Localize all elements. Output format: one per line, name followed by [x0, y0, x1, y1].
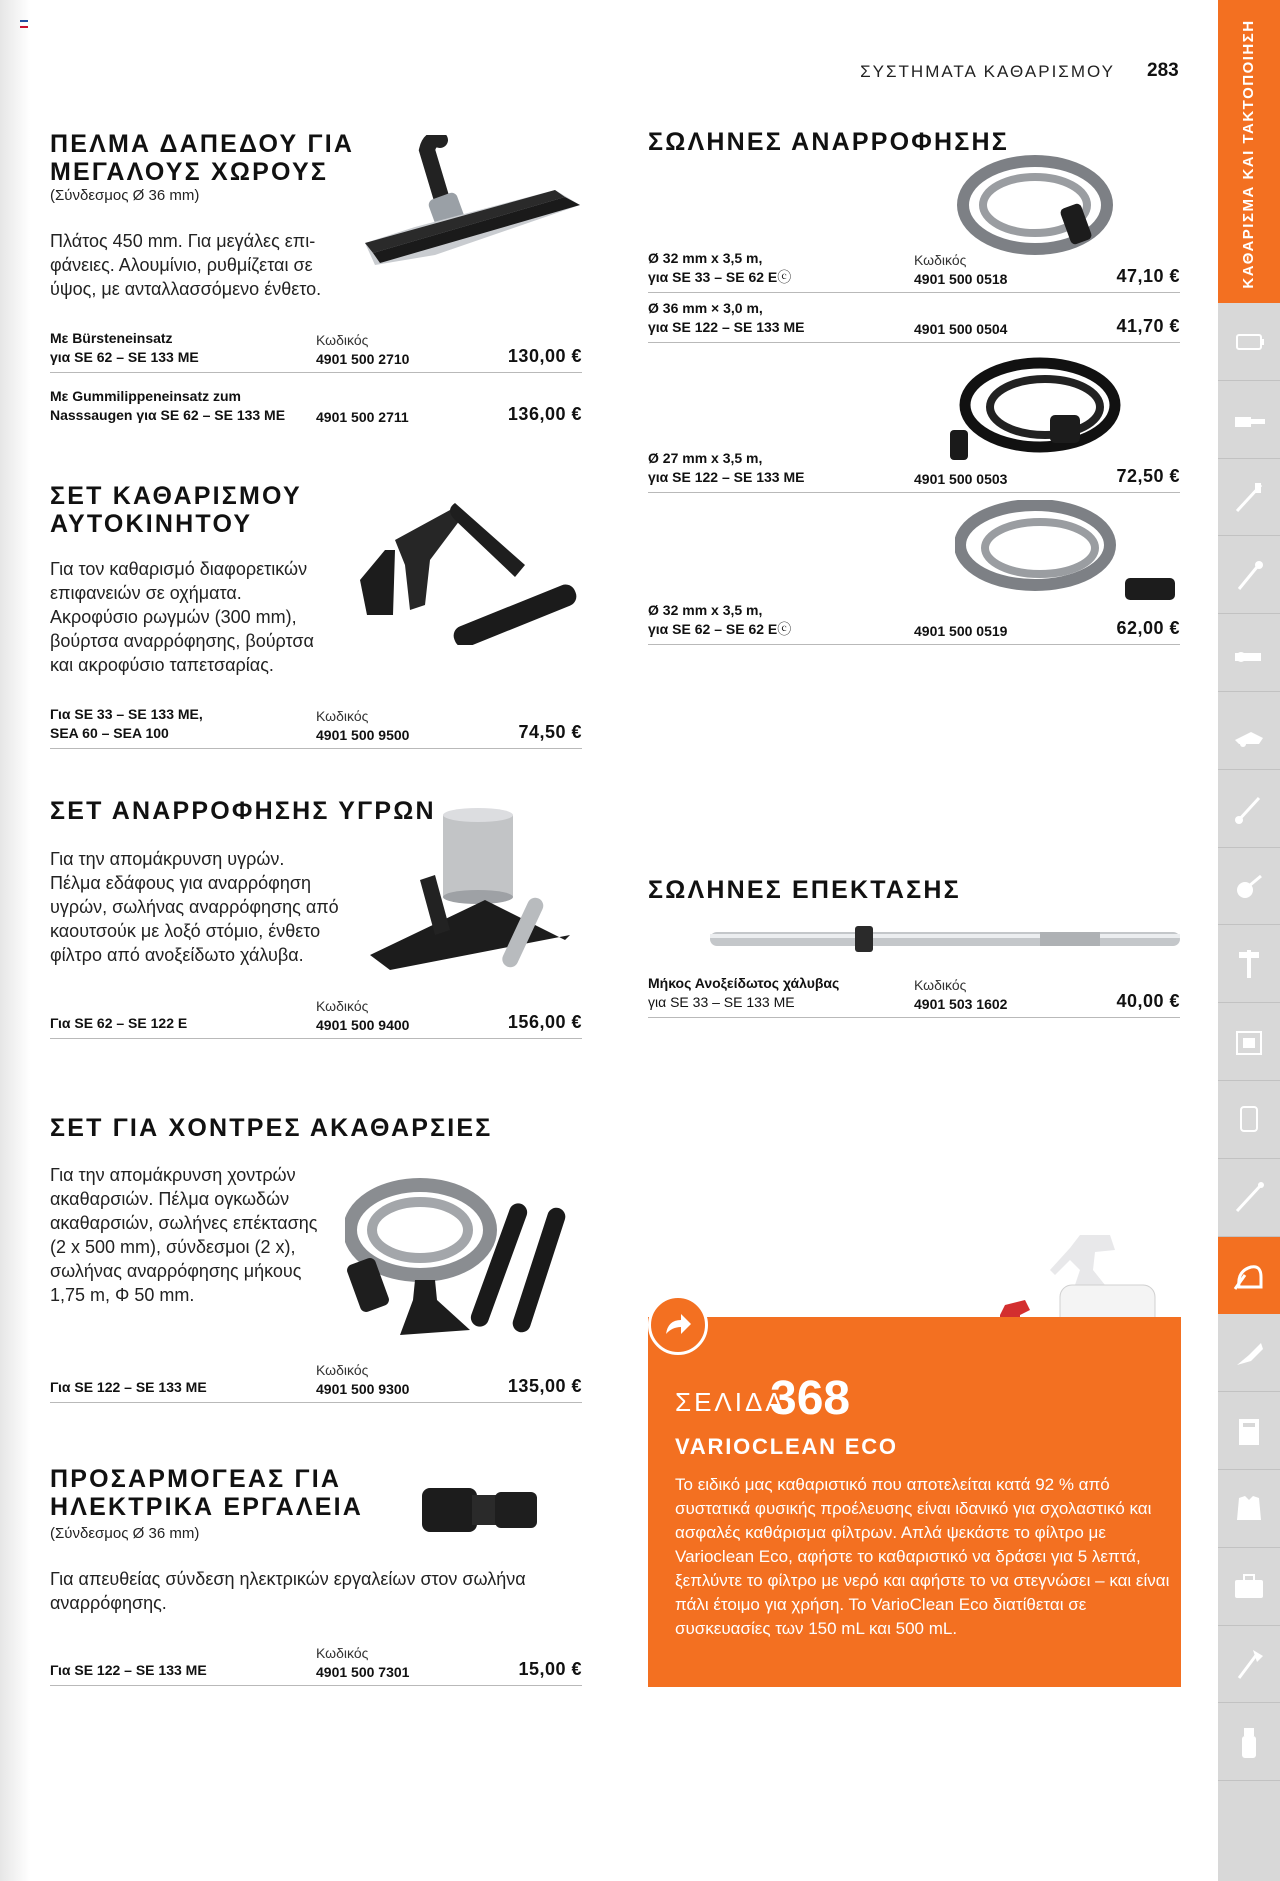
toolbox-icon — [1231, 1568, 1267, 1604]
extension-title: ΣΩΛΗΝΕΣ ΕΠΕΚΤΑΣΗΣ — [648, 876, 961, 904]
product-code: 4901 500 2711 — [316, 409, 409, 425]
page-number: 283 — [1147, 60, 1179, 81]
coarse-kit-title: ΣΕΤ ΓΙΑ ΧΟΝΤΡΕΣ ΑΚΑΘΑΡΣΙΕΣ — [50, 1114, 493, 1142]
promo-box — [648, 1317, 1181, 1687]
flag-icon — [20, 20, 28, 27]
code-header: Κωδικός — [316, 332, 369, 348]
promo-text: Το ειδικό μας καθαριστικό που αποτελείται κατά 92 % από συστατικά φυσικής προέλευσης είναι ιδανικό για σχολαστικό και ασφαλές καθάρισμα φίλτρων. Απλά ψεκάστε το φίλτρο με Varioclean Eco, αφήστε το καθαριστικό να δράσει για 5 λεπτά, ξεπλύντε το φίλτρο με νερό και αφήστε το να στεγνώσει – και είναι πάλι έτοιμο για χρήση. Το VarioClean Eco διατίθεται σε συσκευασίες των 150 mL και 500 mL. — [675, 1475, 1170, 1638]
table-row — [50, 1643, 582, 1686]
product-price: 41,70 € — [1116, 316, 1180, 336]
product-price: 15,00 € — [518, 1659, 582, 1679]
product-code: 4901 500 0504 — [914, 321, 1008, 337]
floor-nozzle-description: Πλάτος 450 mm. Για μεγάλες επι- φάνειες. Αλουμίνιο, ρυθμίζεται σε ύψος, με ανταλλασσόμενο ένθετο. — [50, 231, 322, 299]
product-code: 4901 500 9400 — [316, 1017, 410, 1033]
saw-icon — [1231, 635, 1267, 671]
tiller-icon — [1231, 868, 1267, 904]
sidebar-item-vacuum-cleaner[interactable] — [1218, 1237, 1280, 1315]
wet-kit-image — [365, 805, 580, 980]
product-price: 130,00 € — [507, 346, 582, 366]
certification-mark: ⓒ — [777, 621, 792, 637]
spray-bottle-icon — [1231, 1724, 1267, 1760]
arrow-right-icon[interactable] — [648, 1295, 708, 1355]
code-header: Κωδικός — [914, 252, 967, 268]
product-price: 72,50 € — [1116, 466, 1180, 486]
promo-title: VARIOCLEAN ECO — [675, 1434, 898, 1459]
code-header: Κωδικός — [914, 977, 967, 993]
table-row: Ø 36 mm × 3,0 m, για SE 122 – SE 133 ME 4901 500 0504 41,70 € — [648, 300, 1180, 343]
sidebar-item-pole-tool[interactable] — [1218, 1159, 1280, 1237]
brushcutter-icon — [1231, 557, 1267, 593]
sidebar-item-jacket[interactable] — [1218, 1470, 1280, 1548]
product-code: 4901 500 2710 — [316, 351, 410, 367]
table-row: Για SE 33 – SE 133 ME, SEA 60 – SEA 100 Κωδικός 4901 500 9500 74,50 € — [50, 706, 582, 749]
blower-icon — [1231, 1335, 1267, 1371]
product-code: 4901 500 9300 — [316, 1381, 410, 1397]
certification-mark: ⓒ — [777, 269, 792, 285]
sidebar-item-shredder[interactable] — [1218, 1003, 1280, 1081]
product-price: 135,00 € — [507, 1376, 582, 1396]
pole-tool-icon — [1231, 1179, 1267, 1215]
car-kit-title: ΣΕΤ ΚΑΘΑΡΙΣΜΟΥ ΑΥΤΟΚΙΝΗΤΟΥ — [50, 482, 302, 538]
sidebar-item-blower[interactable] — [1218, 1314, 1280, 1392]
table-row: Μήκος Ανοξείδωτος χάλυβας για SE 33 – SE 133 ME Κωδικός 4901 503 1602 40,00 € — [648, 975, 1180, 1018]
product-price: 62,00 € — [1116, 618, 1180, 638]
table-row: Με Bürsteneinsatz για SE 62 – SE 133 ME Κωδικός 4901 500 2710 130,00 € — [50, 330, 582, 373]
promo-page-number[interactable]: 368 — [770, 1372, 851, 1425]
product-price: 74,50 € — [518, 722, 582, 742]
vacuum-cleaner-icon — [1231, 1257, 1267, 1293]
auger-icon — [1231, 946, 1267, 982]
wet-kit-title: ΣΕΤ ΑΝΑΡΡΟΦΗΣΗΣ ΥΓΡΩΝ — [50, 797, 436, 825]
sidebar-item-sprayer[interactable] — [1218, 1081, 1280, 1159]
sidebar-item-saw[interactable] — [1218, 614, 1280, 692]
sidebar-item-battery[interactable] — [1218, 303, 1280, 381]
sidebar-item-lawnmower[interactable] — [1218, 692, 1280, 770]
product-code: 4901 500 0518 — [914, 271, 1008, 287]
product-code: 4901 500 0503 — [914, 471, 1008, 487]
sidebar-item-brushcutter[interactable] — [1218, 536, 1280, 614]
wet-kit-description: Για την απομάκρυνση υγρών. Πέλμα εδάφους για αναρρόφηση υγρών, σωλήνας αναρρόφησης από καουτσούκ με λοξό στόμιο, ένθετο φίλτρο από ανοξείδωτο χάλυβα. — [50, 849, 339, 965]
chainsaw-icon — [1231, 401, 1267, 437]
product-code: 4901 500 7301 — [316, 1664, 410, 1680]
hoses-title: ΣΩΛΗΝΕΣ ΑΝΑΡΡΟΦΗΣΗΣ — [648, 128, 1009, 156]
table-row: Ø 32 mm x 3,5 m, για SE 33 – SE 62 Eⓒ Κωδικός 4901 500 0518 47,10 € — [648, 250, 1180, 293]
table-row — [50, 996, 582, 1039]
sidebar-item-axe[interactable] — [1218, 1626, 1280, 1704]
sidebar-item-toolbox[interactable] — [1218, 1548, 1280, 1626]
trimmer-icon — [1231, 790, 1267, 826]
axe-icon — [1231, 1646, 1267, 1682]
adapter-image — [420, 1480, 540, 1540]
adapter-subtitle: (Σύνδεσμος Ø 36 mm) — [50, 1525, 200, 1542]
hose-image-1 — [955, 150, 1125, 260]
table-row: Με Gummilippeneinsatz zum Nasssaugen για SE 62 – SE 133 ME 4901 500 2711 136,00 € — [50, 388, 582, 425]
car-kit-image — [355, 495, 580, 645]
sidebar-item-workwear[interactable] — [1218, 1392, 1280, 1470]
sidebar-item-hedge-trimmer[interactable] — [1218, 459, 1280, 537]
table-row: Ø 27 mm x 3,5 m, για SE 122 – SE 133 ME 4901 500 0503 72,50 € — [648, 450, 1180, 493]
adapter-description: Για απευθείας σύνδεση ηλεκτρικών εργαλείων στον σωλήνα αναρρόφησης. — [50, 1569, 526, 1613]
adapter-title: ΠΡΟΣΑΡΜΟΓΕΑΣ ΓΙΑ ΗΛΕΚΤΡΙΚΑ ΕΡΓΑΛΕΙΑ — [50, 1465, 364, 1521]
hose-image-2 — [945, 355, 1125, 465]
hose-image-3 — [955, 500, 1180, 610]
code-header: Κωδικός — [316, 708, 369, 724]
floor-nozzle-title: ΠΕΛΜΑ ΔΑΠΕΔΟΥ ΓΙΑ ΜΕΓΑΛΟΥΣ ΧΩΡΟΥΣ — [50, 130, 355, 186]
coarse-kit-description: Για την απομάκρυνση χοντρών ακαθαρσιών. Πέλμα ογκωδών ακαθαρσιών, σωλήνες επέκτασης (2 x 500 mm), σύνδεσμοι (2 x), σωλήνας αναρρόφησης μήκους 1,75 m, Φ 50 mm. — [50, 1165, 318, 1305]
lawnmower-icon — [1231, 712, 1267, 748]
section-title: ΣΥΣΤΗΜΑΤΑ ΚΑΘΑΡΙΣΜΟΥ — [860, 62, 1115, 81]
product-price: 136,00 € — [507, 404, 582, 424]
code-header: Κωδικός — [316, 998, 369, 1014]
code-header: Κωδικός — [316, 1645, 369, 1661]
floor-nozzle-image — [355, 135, 585, 295]
code-header: Κωδικός — [316, 1362, 369, 1378]
category-sidebar — [1218, 0, 1280, 1881]
shredder-icon — [1231, 1024, 1267, 1060]
sprayer-icon — [1231, 1101, 1267, 1137]
page-gutter-shade — [0, 0, 30, 1881]
coarse-kit-image — [345, 1160, 605, 1360]
table-row — [50, 1360, 582, 1403]
product-price: 156,00 € — [507, 1012, 582, 1032]
product-price: 47,10 € — [1116, 266, 1180, 286]
extension-tube-image — [710, 920, 1180, 960]
sidebar-item-spray-bottle[interactable] — [1218, 1703, 1280, 1781]
workwear-icon — [1231, 1413, 1267, 1449]
floor-nozzle-subtitle: (Σύνδεσμος Ø 36 mm) — [50, 187, 200, 204]
sidebar-item-chainsaw[interactable] — [1218, 381, 1280, 459]
table-row: Ø 32 mm x 3,5 m, για SE 62 – SE 62 Eⓒ 4901 500 0519 62,00 € — [648, 602, 1180, 645]
promo-page-word: ΣΕΛΙΔΑ — [675, 1387, 786, 1417]
jacket-icon — [1231, 1490, 1267, 1526]
hedge-trimmer-icon — [1231, 479, 1267, 515]
product-label: Για SE 122 – SE 133 ME — [50, 1662, 207, 1678]
battery-icon — [1231, 323, 1267, 359]
product-code: 4901 500 0519 — [914, 623, 1008, 639]
product-code: 4901 503 1602 — [914, 996, 1008, 1012]
product-label: Για SE 62 – SE 122 E — [50, 1015, 188, 1031]
car-kit-description: Για τον καθαρισμό διαφορετικών επιφανειών σε οχήματα. Ακροφύσιο ρωγμών (300 mm), βούρτσα αναρρόφησης, βούρτσα και ακροφύσιο ταπετσαρίας. — [50, 559, 314, 675]
product-label: Για SE 122 – SE 133 ME — [50, 1379, 207, 1395]
sidebar-item-auger[interactable] — [1218, 925, 1280, 1003]
product-price: 40,00 € — [1116, 991, 1180, 1011]
product-code: 4901 500 9500 — [316, 727, 410, 743]
sidebar-item-trimmer[interactable] — [1218, 770, 1280, 848]
sidebar-active-category[interactable]: ΚΑΘΑΡΙΣΜΑ ΚΑΙ ΤΑΚΤΟΠΟΙΗΣΗ — [1218, 0, 1280, 303]
sidebar-item-tiller[interactable] — [1218, 848, 1280, 926]
